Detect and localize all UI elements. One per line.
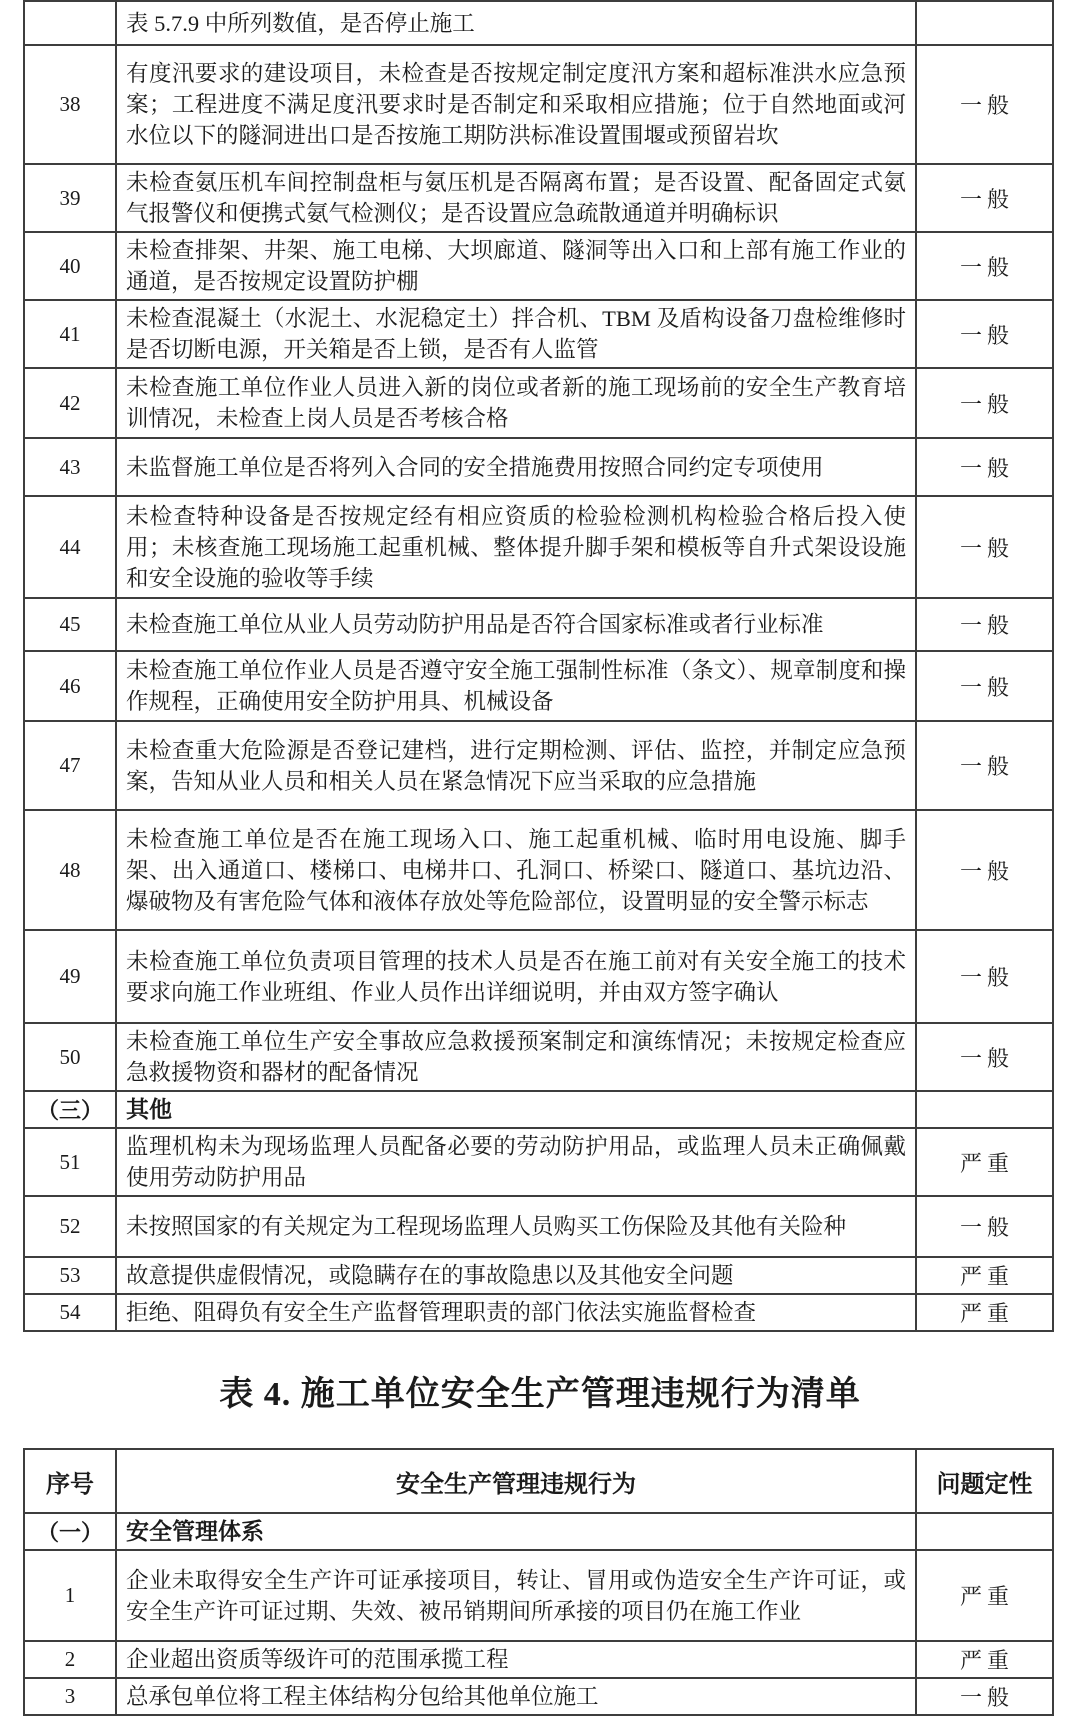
section-row-other [24,1091,1053,1128]
row-number: 53 [24,1257,116,1294]
severity-value: 一般 [916,164,1053,232]
header-serial-number: 序号 [24,1449,116,1513]
severity-value: 一般 [916,438,1053,496]
table-row [24,368,1053,438]
row-number: 1 [24,1550,116,1641]
row-number: 3 [24,1678,116,1715]
row-number: 46 [24,651,116,721]
violation-text: 总承包单位将工程主体结构分包给其他单位施工 [116,1678,916,1715]
violation-text: 未检查施工单位是否在施工现场入口、施工起重机械、临时用电设施、脚手架、出入通道口、楼梯口、电梯井口、孔洞口、桥梁口、隧道口、基坑边沿、爆破物及有害危险气体和液体存放处等危险部位，设置明显的安全警示标志 [116,810,916,930]
severity-value: 一般 [916,45,1053,164]
violation-text: 未检查混凝土（水泥土、水泥稳定土）拌合机、TBM 及盾构设备刀盘检维修时是否切断电源，开关箱是否上锁，是否有人监管 [116,300,916,368]
row-number: 52 [24,1196,116,1257]
violation-text: 未检查排架、井架、施工电梯、大坝廊道、隧洞等出入口和上部有施工作业的通道，是否按规定设置防护棚 [116,232,916,300]
table-row [24,232,1053,300]
violation-text: 未按照国家的有关规定为工程现场监理人员购买工伤保险及其他有关险种 [116,1196,916,1257]
table-row [24,164,1053,232]
row-number: 50 [24,1023,116,1091]
table-row [24,1128,1053,1196]
severity-value: 一般 [916,232,1053,300]
violation-text: 未检查施工单位生产安全事故应急救援预案制定和演练情况；未按规定检查应急救援物资和器材的配备情况 [116,1023,916,1091]
table-row [24,496,1053,598]
table-row [24,598,1053,651]
row-number: 44 [24,496,116,598]
severity-value [916,1091,1053,1128]
section-row-safety-management-system [24,1513,1053,1550]
row-number: 40 [24,232,116,300]
severity-value: 严重 [916,1294,1053,1331]
table-row [24,1257,1053,1294]
violation-text: 未检查特种设备是否按规定经有相应资质的检验检测机构检验合格后投入使用；未核查施工现场施工起重机械、整体提升脚手架和模板等自升式架设设施和安全设施的验收等手续 [116,496,916,598]
violation-text: 未检查施工单位负责项目管理的技术人员是否在施工前对有关安全施工的技术要求向施工作业班组、作业人员作出详细说明，并由双方签字确认 [116,930,916,1023]
violation-text: 拒绝、阻碍负有安全生产监督管理职责的部门依法实施监督检查 [116,1294,916,1331]
severity-value: 一般 [916,810,1053,930]
severity-value: 严重 [916,1128,1053,1196]
severity-value: 一般 [916,598,1053,651]
section-title: 其他 [116,1091,916,1128]
row-number: 39 [24,164,116,232]
row-number: 51 [24,1128,116,1196]
row-number: 2 [24,1641,116,1678]
violation-text: 未检查施工单位作业人员是否遵守安全施工强制性标准（条文）、规章制度和操作规程，正确使用安全防护用具、机械设备 [116,651,916,721]
violation-text: 未检查施工单位作业人员进入新的岗位或者新的施工现场前的安全生产教育培训情况，未检查上岗人员是否考核合格 [116,368,916,438]
row-number: 41 [24,300,116,368]
row-number: 48 [24,810,116,930]
table-row [24,1023,1053,1091]
table4-title-band [0,1332,1080,1448]
severity-value: 严重 [916,1641,1053,1678]
table-row [24,1294,1053,1331]
severity-value: 一般 [916,1678,1053,1715]
construction-unit-violation-table [23,1448,1054,1716]
table-row [24,1641,1053,1678]
table4-title: 表 4. 施工单位安全生产管理违规行为清单 [219,1375,861,1413]
violation-text: 未检查氨压机车间控制盘柜与氨压机是否隔离布置；是否设置、配备固定式氨气报警仪和便携式氨气检测仪；是否设置应急疏散通道并明确标识 [116,164,916,232]
severity-value: 一般 [916,300,1053,368]
severity-value: 一般 [916,496,1053,598]
table-row [24,438,1053,496]
section-title: 安全管理体系 [116,1513,916,1550]
table-row [24,721,1053,810]
severity-value: 一般 [916,651,1053,721]
violation-text: 表 5.7.9 中所列数值，是否停止施工 [116,1,916,45]
row-number: 45 [24,598,116,651]
row-number [24,1,116,45]
violation-text: 故意提供虚假情况，或隐瞒存在的事故隐患以及其他安全问题 [116,1257,916,1294]
row-number: 47 [24,721,116,810]
row-number: 38 [24,45,116,164]
severity-value: 严重 [916,1257,1053,1294]
violation-text: 企业超出资质等级许可的范围承揽工程 [116,1641,916,1678]
header-violation-behavior: 安全生产管理违规行为 [116,1449,916,1513]
table-row [24,1550,1053,1641]
row-number: 49 [24,930,116,1023]
table-row-continuation [24,1,1053,45]
section-number: （三） [24,1091,116,1128]
table-row [24,651,1053,721]
header-row [24,1449,1053,1513]
table-row [24,930,1053,1023]
table-row [24,810,1053,930]
violation-text: 未检查重大危险源是否登记建档，进行定期检测、评估、监控，并制定应急预案，告知从业人员和相关人员在紧急情况下应当采取的应急措施 [116,721,916,810]
table-row [24,300,1053,368]
violation-text: 有度汛要求的建设项目，未检查是否按规定制定度汛方案和超标准洪水应急预案；工程进度不满足度汛要求时是否制定和采取相应措施；位于自然地面或河水位以下的隧洞进出口是否按施工期防洪标准设置围堰或预留岩坎 [116,45,916,164]
table-row [24,1678,1053,1715]
violation-text: 未监督施工单位是否将列入合同的安全措施费用按照合同约定专项使用 [116,438,916,496]
row-number: 42 [24,368,116,438]
table-row [24,45,1053,164]
severity-value: 一般 [916,1196,1053,1257]
section-number: （一） [24,1513,116,1550]
severity-value: 一般 [916,930,1053,1023]
header-problem-nature: 问题定性 [916,1449,1053,1513]
severity-value: 一般 [916,368,1053,438]
row-number: 54 [24,1294,116,1331]
supervision-violation-table [23,0,1054,1332]
table-row [24,1196,1053,1257]
severity-value [916,1513,1053,1550]
violation-text: 企业未取得安全生产许可证承接项目，转让、冒用或伪造安全生产许可证，或安全生产许可证过期、失效、被吊销期间所承接的项目仍在施工作业 [116,1550,916,1641]
severity-value: 一般 [916,721,1053,810]
row-number: 43 [24,438,116,496]
severity-value: 严重 [916,1550,1053,1641]
severity-value [916,1,1053,45]
severity-value: 一般 [916,1023,1053,1091]
violation-text: 未检查施工单位从业人员劳动防护用品是否符合国家标准或者行业标准 [116,598,916,651]
violation-text: 监理机构未为现场监理人员配备必要的劳动防护用品，或监理人员未正确佩戴使用劳动防护用品 [116,1128,916,1196]
